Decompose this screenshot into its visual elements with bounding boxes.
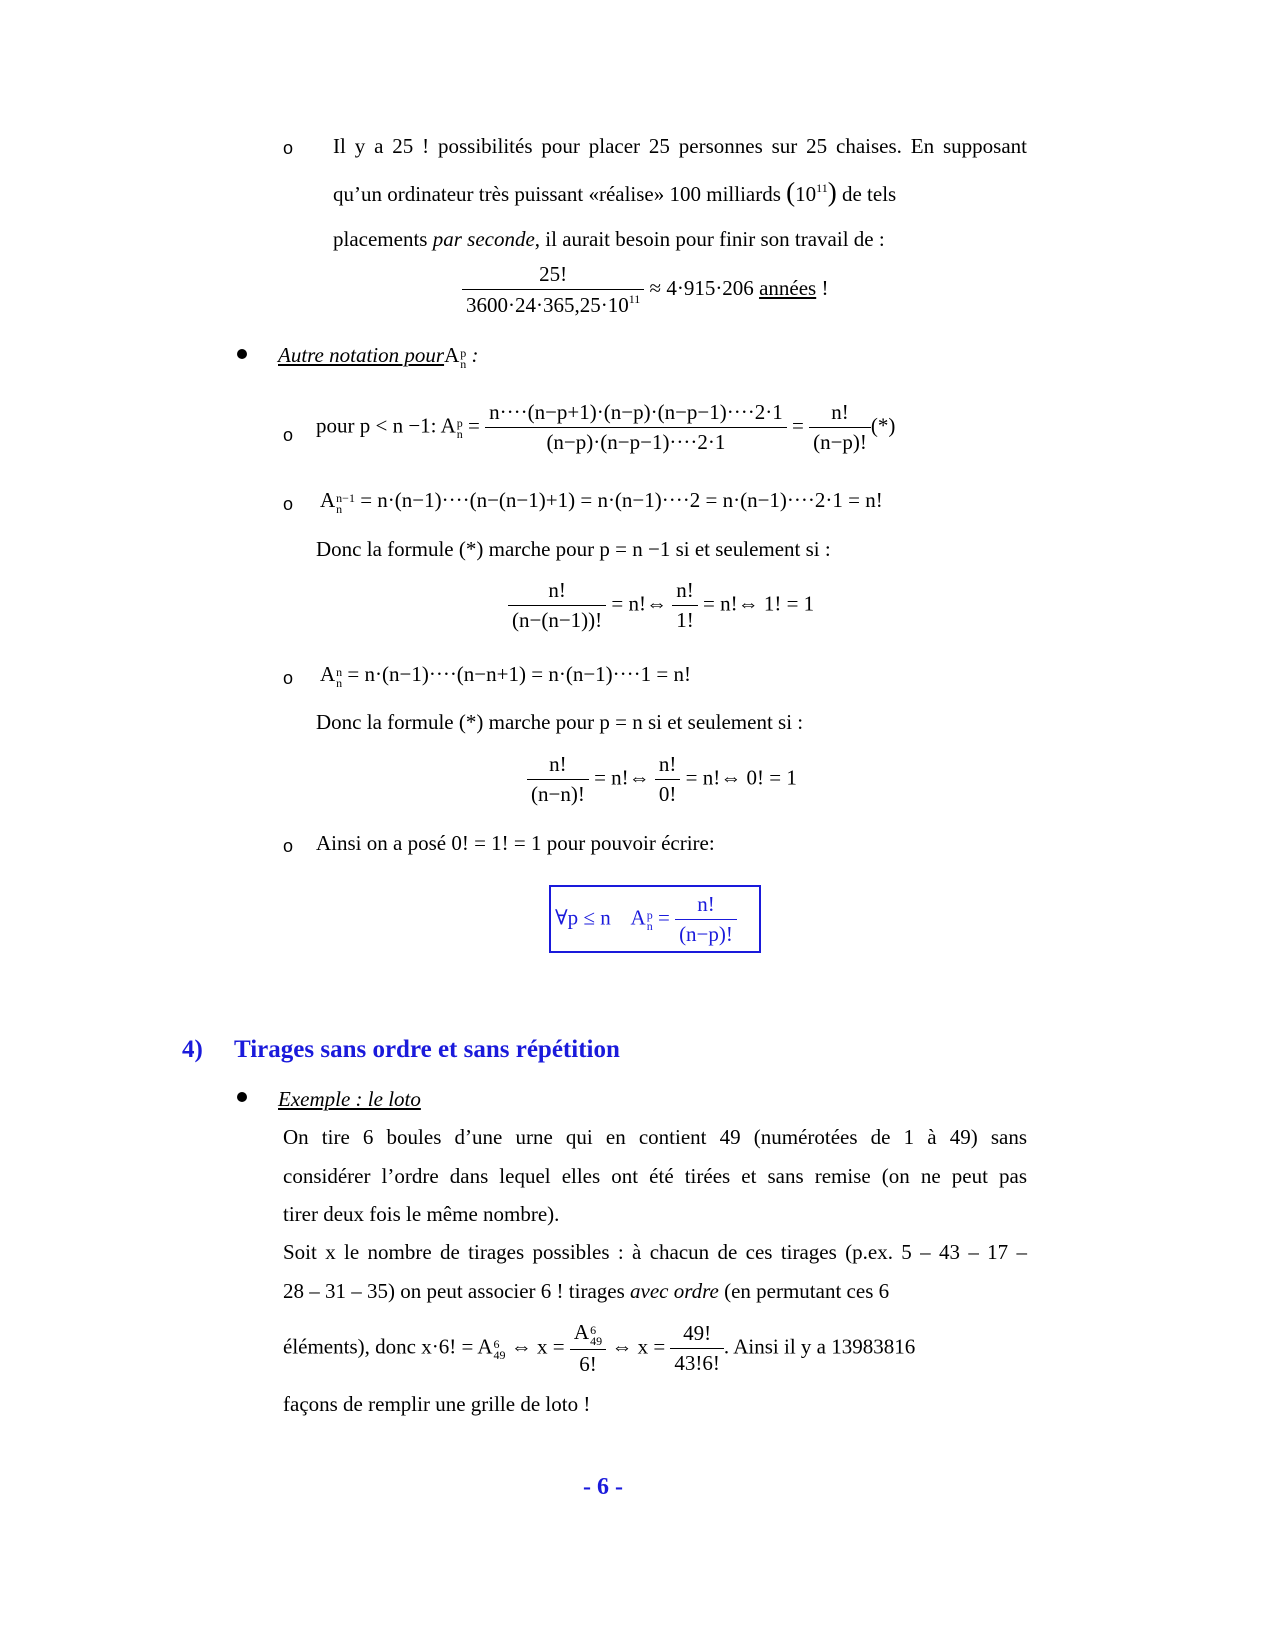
case4-text: Ainsi on a posé 0! = 1! = 1 pour pouvoir écrire: bbox=[316, 831, 715, 855]
power-exponent: 11 bbox=[816, 181, 828, 195]
boxed-num: n! bbox=[675, 892, 737, 920]
boxed-formula-content bbox=[555, 892, 737, 947]
example-frac-2 bbox=[670, 1321, 724, 1376]
case2-indices bbox=[336, 493, 355, 515]
example-line-7: façons de remplir une grille de loto ! bbox=[283, 1392, 591, 1416]
bullet-circle: o bbox=[283, 836, 294, 856]
example-line-5 bbox=[283, 1279, 1027, 1304]
boxed-formula bbox=[549, 885, 761, 953]
section-title: Tirages sans ordre et sans répétition bbox=[234, 1036, 620, 1063]
intro-line-3 bbox=[333, 227, 885, 252]
case2-donc: Donc la formule (*) marche pour p = n −1 si et seulement si : bbox=[316, 537, 831, 561]
case3-formula bbox=[320, 662, 691, 689]
case2-equivalence bbox=[508, 578, 814, 633]
case3-donc: Donc la formule (*) marche pour p = n si et seulement si : bbox=[316, 710, 804, 734]
case1-sup: p bbox=[456, 416, 463, 431]
boxed-forall: ∀p ≤ n bbox=[555, 905, 611, 930]
case3-expr: = n·(n−1)····(n−n+1) = n·(n−1)····1 = n! bbox=[342, 662, 691, 686]
boxed-den: (n−p)! bbox=[679, 922, 733, 946]
case3-frac-1 bbox=[527, 752, 589, 807]
intro-line-1: Il y a 25 ! possibilités pour placer 25 personnes sur 25 chaises. En supposant bbox=[333, 134, 1027, 158]
intro-line-2-text: qu’un ordinateur très puissant «réalise» 100 milliards bbox=[333, 182, 781, 206]
intro-line-3-b: , il aurait besoin pour finir son travail de : bbox=[534, 227, 885, 251]
case1-eq: = bbox=[462, 413, 486, 438]
case3-A: A bbox=[320, 662, 336, 686]
intro-line-2-end: de tels bbox=[841, 182, 897, 206]
case2-formula bbox=[320, 488, 883, 515]
years-fraction-den-text: 3600·24·365,25·10 bbox=[466, 293, 629, 317]
example-frac-1-den: 6! bbox=[579, 1352, 597, 1376]
case3-f2-den: 0! bbox=[658, 782, 677, 806]
example-frac-1-sup: 6 bbox=[590, 1323, 597, 1337]
section-number: 4) bbox=[182, 1036, 203, 1063]
case3-sub: n bbox=[336, 676, 343, 690]
example-line-6-sub: 49 bbox=[493, 1348, 506, 1363]
case3-frac-2 bbox=[655, 752, 681, 807]
notation-heading bbox=[278, 343, 478, 370]
example-line-5-b: (en permutant ces 6 bbox=[718, 1279, 890, 1303]
case2-frac-2 bbox=[672, 578, 698, 633]
case1-fraction-2 bbox=[809, 400, 871, 455]
years-excl: ! bbox=[816, 275, 829, 300]
boxed-eq: = bbox=[652, 905, 676, 930]
example-line-6-mid2: ⇔ x = bbox=[606, 1334, 671, 1359]
case1-sub: n bbox=[456, 427, 463, 442]
case1-fraction bbox=[485, 400, 787, 455]
case2-frac-1 bbox=[508, 578, 606, 633]
example-line-6-indices bbox=[494, 1339, 506, 1361]
bullet-circle: o bbox=[283, 138, 294, 158]
years-fraction-den bbox=[462, 290, 644, 318]
bullet-circle: o bbox=[283, 668, 294, 688]
case3-end: = n!⇔ 0! = 1 bbox=[680, 765, 797, 790]
case2-f2-den: 1! bbox=[676, 608, 694, 632]
bullet-circle: o bbox=[283, 425, 294, 445]
years-formula bbox=[462, 262, 828, 318]
example-line-6 bbox=[283, 1320, 915, 1377]
case2-f1-den: (n−(n−1))! bbox=[512, 608, 603, 632]
example-frac-1-indices bbox=[590, 1325, 602, 1347]
case2-mid: = n!⇔ bbox=[606, 591, 673, 616]
case1-den2: (n−p)! bbox=[813, 430, 867, 454]
case1-eq2: = bbox=[786, 413, 810, 438]
case2-f1-num: n! bbox=[508, 578, 606, 606]
example-frac-2-num: 49! bbox=[670, 1321, 724, 1349]
case2-expr: = n·(n−1)····(n−(n−1)+1) = n·(n−1)····2 = n·(n−1)····2·1 = n! bbox=[354, 488, 883, 512]
paren-open: ( bbox=[786, 177, 796, 207]
years-approx: ≈ 4·915·206 bbox=[649, 275, 754, 300]
years-fraction-den-exp: 11 bbox=[628, 292, 641, 306]
example-line-3: tirer deux fois le même nombre). bbox=[283, 1202, 560, 1226]
page-number: - 6 - bbox=[583, 1474, 623, 1500]
notation-sup: p bbox=[460, 346, 467, 360]
case1-num2: n! bbox=[809, 400, 871, 428]
case2-sup: n−1 bbox=[336, 491, 355, 505]
bullet-circle: o bbox=[283, 494, 294, 514]
example-frac-1-sub: 49 bbox=[590, 1334, 603, 1348]
example-line-6-sup: 6 bbox=[493, 1337, 500, 1352]
intro-line-3-italic: par seconde bbox=[432, 227, 535, 251]
years-fraction-num: 25! bbox=[462, 262, 644, 290]
example-frac-1 bbox=[570, 1320, 606, 1377]
example-line-6-eq: x·6! = A bbox=[421, 1334, 493, 1359]
bullet-dot bbox=[237, 1092, 247, 1102]
case3-f1-den: (n−n)! bbox=[531, 782, 585, 806]
example-frac-1-num bbox=[570, 1320, 606, 1350]
case3-sup: n bbox=[336, 665, 343, 679]
bullet-dot bbox=[237, 349, 247, 359]
notation-sub: n bbox=[460, 357, 467, 371]
intro-line-3-a: placements bbox=[333, 227, 433, 251]
case3-f2-num: n! bbox=[655, 752, 681, 780]
case1-den: (n−p)·(n−p−1)····2·1 bbox=[546, 430, 726, 454]
example-line-5-italic: avec ordre bbox=[630, 1279, 719, 1303]
intro-line-2 bbox=[333, 177, 1027, 208]
case2-sub: n bbox=[336, 502, 343, 516]
example-line-4: Soit x le nombre de tirages possibles : à chacun de ces tirages (p.ex. 5 – 43 – 17 – bbox=[283, 1240, 1027, 1264]
boxed-sup: p bbox=[646, 908, 653, 923]
boxed-A: A bbox=[630, 905, 646, 930]
example-line-6-mid: ⇔ x = bbox=[505, 1334, 570, 1359]
case1-formula bbox=[316, 400, 895, 455]
years-unit: années bbox=[759, 275, 817, 300]
case1-num: n····(n−p+1)·(n−p)·(n−p−1)····2·1 bbox=[485, 400, 787, 428]
case2-f2-num: n! bbox=[672, 578, 698, 606]
notation-A: A bbox=[444, 343, 460, 367]
case3-mid: = n!⇔ bbox=[588, 765, 655, 790]
case2-end: = n!⇔ 1! = 1 bbox=[697, 591, 815, 616]
case1-star: (*) bbox=[870, 413, 896, 438]
example-line-2: considérer l’ordre dans lequel elles ont été tirées et sans remise (on ne peut pas bbox=[283, 1164, 1027, 1188]
notation-colon: : bbox=[466, 343, 479, 367]
example-line-5-a: 28 – 31 – 35) on peut associer 6 ! tirages bbox=[283, 1279, 631, 1303]
paren-close: ) bbox=[827, 177, 837, 207]
example-line-6-a: éléments), donc bbox=[283, 1334, 422, 1359]
case3-equivalence bbox=[527, 752, 797, 807]
power-base: 10 bbox=[795, 182, 817, 206]
years-fraction bbox=[462, 262, 644, 318]
example-line-1: On tire 6 boules d’une urne qui en contient 49 (numérotées de 1 à 49) sans bbox=[283, 1125, 1027, 1149]
boxed-fraction bbox=[675, 892, 737, 947]
case3-f1-num: n! bbox=[527, 752, 589, 780]
case1-text: pour p < n −1: A bbox=[316, 413, 456, 438]
example-frac-1-A: A bbox=[573, 1320, 590, 1344]
example-line-6-b: . Ainsi il y a 13983816 bbox=[723, 1334, 916, 1359]
example-label: Exemple : le loto bbox=[278, 1087, 421, 1111]
boxed-sub: n bbox=[646, 919, 653, 934]
example-frac-2-den: 43!6! bbox=[674, 1351, 720, 1375]
case2-A: A bbox=[320, 488, 336, 512]
notation-label: Autre notation pour bbox=[278, 343, 445, 367]
